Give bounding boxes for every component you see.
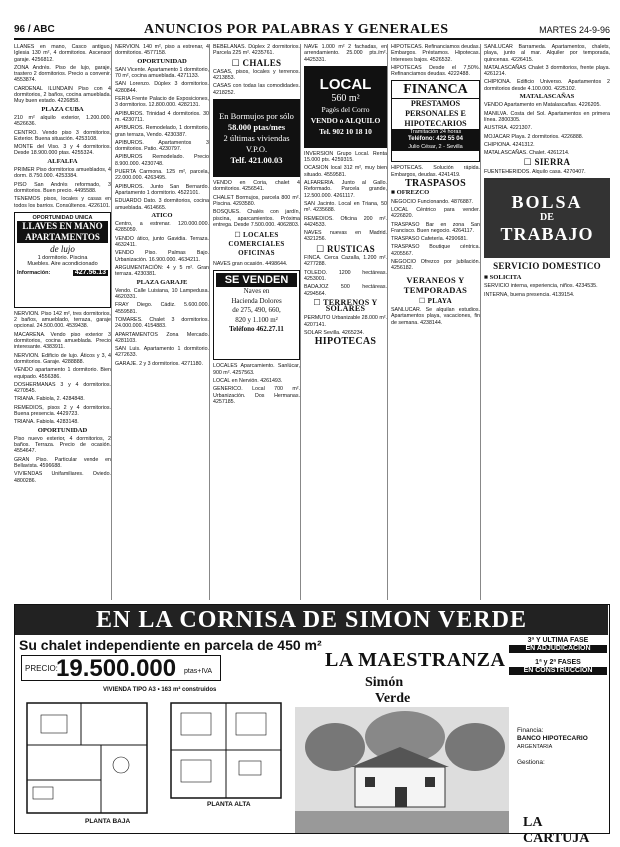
- ad-line: APARTAMENTOS: [17, 232, 108, 243]
- ad-line: V.P.O.: [245, 143, 268, 154]
- classified-ad: ZONA Andrés. Piso de lujo, garaje, trastero 2 dormitorios. Precio a convenir. 4553874.: [14, 64, 111, 84]
- classified-ad: MOJACAR Playa. 2 dormitorios. 4226888.: [484, 133, 584, 140]
- subsection-heading: PLAZA GARAJE: [136, 278, 188, 286]
- ad-line: Muebles. Aire acondicionado: [27, 261, 98, 268]
- column-2: [111, 44, 209, 600]
- ad-line: En Bormujos por sólo: [219, 110, 294, 121]
- classified-ad: ARGUMENTACIÓN: 4 y 5 m². Gran terraza. 4230381.: [115, 264, 209, 278]
- classified-ad: Piso nuevo exterior, 4 dormitorios, 2 baños. Terraza. Precio de ocasión. 4554647.: [14, 435, 111, 455]
- classified-ad: 210 m² alquilo exterior, 1.200.000. 4526636.: [14, 114, 111, 128]
- classified-ad: SERVICIO interna, experiencia, niños. 4234535.: [484, 283, 598, 290]
- classified-ad: GARAJE. 2 y 3 dormitorios. 4271180.: [115, 360, 203, 367]
- plan-label-upper: PLANTA ALTA: [207, 801, 251, 808]
- page-date: MARTES 24-9-96: [539, 25, 610, 35]
- classified-ad: NAVE 1.000 m² 2 fachadas, en arrendamiento. 25.000 pts./m². 4425331.: [304, 44, 387, 63]
- classified-ad: TRIANA. Fabiola, 2. 4284848.: [14, 396, 85, 403]
- classified-ad: SAN Luis. Apartamento 1 dormitorio. 4272633.: [115, 346, 209, 359]
- subsection-label: SOLICITA: [489, 274, 522, 282]
- ad-line: Naves en: [243, 287, 270, 296]
- ad-banner: EN LA CORNISA DE SIMON VERDE: [15, 605, 608, 635]
- classified-ad: VENDO Apartamento en Matalascañas. 4226205.: [484, 102, 601, 109]
- ad-phone: Telf. 421.00.03: [230, 154, 283, 165]
- ad-line: VENDO o ALQUILO: [310, 116, 381, 126]
- classified-ad: TRASPASO Cafetería. 4290681.: [391, 236, 468, 243]
- classified-ad: MACARENA. Vendo piso exterior 3 dormitorios, cocina amueblada. Precio interesante. 4383911.: [14, 331, 111, 351]
- ad-line: de lujo: [50, 244, 75, 255]
- classified-ad: REMEDIOS. Oficina 200 m². 4424533.: [304, 215, 387, 228]
- subsection-heading: MATALASCAÑAS: [519, 93, 575, 101]
- financing-info: [517, 727, 607, 767]
- fin-line: ARGENTARIA: [517, 744, 553, 750]
- classified-ad: NAVES nuevas en Madrid. 4321256.: [304, 230, 387, 243]
- plan-label-ground: PLANTA BAJA: [85, 818, 131, 825]
- section-heading-servicio-domestico: SERVICIO DOMESTICO: [493, 261, 601, 272]
- subsection-heading: PLAZA CUBA: [41, 105, 84, 113]
- classified-ad: ALFARERIA. Junto al Gallo. Reformado. Parcela grande, 12.500.000. 4261117.: [304, 180, 387, 199]
- subsection-heading: ATICO: [151, 211, 173, 219]
- subsection-heading: [391, 190, 480, 196]
- bolsa-de-trabajo-banner: [484, 178, 610, 258]
- classified-ad: LOCAL en Nervión. 4261493.: [213, 378, 283, 385]
- classified-ad: TRASPASO Boutique céntrica. 4205567.: [391, 244, 480, 257]
- column-4: [300, 44, 387, 600]
- classified-ad: OCASION local 312 m², muy bien situado. 4559581.: [304, 165, 387, 178]
- classified-ad: CASAS, pisos, locales y terrenos. 4213853.: [213, 68, 300, 82]
- simon-verde-ad: [14, 604, 610, 846]
- classified-ad: FERIA Frente Palacio de Exposiciones, 3 dormitorios. 12.800.000. 4282131.: [115, 96, 209, 109]
- subsection-label: OFREZCO: [396, 189, 430, 197]
- classified-ad: HIPOTECAS. Refinanciamos deudas. Embargos. Préstamos. Hipotecas. Intereses bajos. 4526532.: [391, 44, 480, 63]
- ad-line: de 275, 490, 660,: [232, 306, 281, 315]
- classified-ad: INVERSION Grupo Local. Renta 15.000 pts. 4259315.: [304, 150, 387, 164]
- classified-ad: TENEMOS pisos, locales y casas en todos los barrios. Consúltenos. 4226101.: [14, 196, 111, 209]
- classified-ad: LOCALES Aparcamiento. Sanlúcar, 900 m². 4257563.: [213, 363, 300, 376]
- classified-ad: FUENTEHERIDOS. Alquilo casa. 4270407.: [484, 168, 586, 175]
- simon-text: Simón: [365, 675, 404, 690]
- ad-phone: Tel. 902 10 18 10: [319, 127, 372, 137]
- classified-ad: SAN Jacinto. Local en Triana, 50 m². 4235688.: [304, 200, 387, 214]
- estate-illustration: [295, 707, 509, 833]
- ad-line: Julio César, 2 - Sevilla: [392, 144, 479, 151]
- price-iva: ptas+IVA: [184, 668, 213, 675]
- section-heading-veraneos: VERANEOS Y TEMPORADAS: [403, 274, 468, 295]
- classified-ad: CARDENAL ILUNDAIN Piso con 4 dormitorios, 2 baños, cocina amueblada. Muy buen estado. 4226858.: [14, 85, 111, 105]
- classified-ad: VENDO en Coria, chalet 4 dormitorios. 4256541.: [213, 180, 300, 193]
- banner-line: TRABAJO: [500, 224, 594, 245]
- classified-ad: AUSTRIA. 4221307.: [484, 125, 532, 132]
- classified-ad: PRIMER Piso dormitorios amueblados, 4 dorm. 8.750.000. 4253384.: [14, 167, 111, 180]
- classified-ad: CHIPIONA. 4241312.: [484, 141, 535, 148]
- ad-line: FINANCA: [392, 81, 479, 99]
- classified-ad: NAVES gran ocasión. 4498644.: [213, 261, 288, 268]
- ad-line: SE VENDEN: [216, 273, 297, 287]
- ad-line: 820 y 1.100 m²: [235, 315, 278, 324]
- classified-ad: NERVION. Edificio de lujo. Áticos y 3, 4 dormitorios. Garaje. 4288888.: [14, 352, 111, 365]
- subsection-heading: OPORTUNIDAD: [137, 57, 187, 65]
- classified-ad: FRAY Diego. Cádiz. 5.600.000. 4559581.: [115, 302, 209, 315]
- classified-ad: PISO San Andrés reformado, 3 dormitorios. Buen precio. 4495588.: [14, 181, 111, 194]
- section-heading-hipotecas: HIPOTECAS: [314, 336, 377, 348]
- section-heading-locales: ☐ LOCALES COMERCIALES OFICINAS: [213, 231, 300, 258]
- classified-ad: TOLEDO. 1200 hectáreas. 4253001.: [304, 269, 387, 282]
- price-box: [21, 655, 221, 681]
- financa-display-ad: [391, 80, 480, 162]
- subsection-heading: [484, 275, 610, 281]
- ad-right-panel: [295, 637, 609, 846]
- apartments-display-ad: [14, 212, 111, 308]
- price-value: 19.500.000: [56, 655, 177, 682]
- classified-ad: LOCAL Céntrico para vender. 4226820.: [391, 206, 480, 220]
- ad-phone: Teléfono 462.27.11: [229, 325, 284, 334]
- classified-ad: APIBUROS. Trinidad 4 dormitorios. 30 m. 4230711.: [115, 110, 209, 123]
- classified-ad: DOSHERMANAS 3 y 4 dormitorios. 4270545.: [14, 381, 111, 395]
- verde-text: Verde: [375, 691, 411, 706]
- classified-ad: BADAJOZ 500 hectáreas. 4294564.: [304, 284, 387, 297]
- classified-ad: VENDO ático, junto Gavidia. Terraza. 4632411.: [115, 235, 209, 249]
- classified-ad: Centro, a estrenar. 120.000.000. 4285059.: [115, 221, 209, 234]
- naves-display-ad: [213, 270, 300, 360]
- ad-line: Tramitación 24 horas: [392, 129, 479, 136]
- classified-ad: CENTRO. Vendo piso 3 dormitorios, Exterior. Buena situación. 4253108.: [14, 129, 111, 142]
- ad-phone: 427.56.13: [74, 268, 106, 276]
- ad-phone: Teléfono: 422 55 04: [392, 136, 479, 144]
- classified-ad: CASAS con todas las comodidades. 4218252.: [213, 83, 300, 96]
- column-1: [14, 44, 111, 600]
- ad-line: HIPOTECARIOS: [404, 119, 467, 129]
- column-3: [209, 44, 300, 600]
- maestranza-logo-text: LA MAESTRANZA: [325, 649, 506, 671]
- classified-ad: PERMUTO Urbanizable 28.000 m². 4207141.: [304, 315, 387, 328]
- classified-ad: SANLUCAR. Se alquilan estudios. Apartamentos playa, vacaciones, fin de semana. 4238144.: [391, 306, 480, 326]
- classified-ad: FINCA. Cerca Cazalla, 1.200 m². 4277288.: [304, 255, 387, 268]
- ad-line: LLAVES EN MANO: [17, 221, 108, 232]
- classified-ad: CHALET Bormujos, parcela 800 m². Piscina. 4293580.: [213, 194, 300, 207]
- section-heading-chales: ☐ CHALES: [213, 60, 300, 66]
- phase-info: [509, 637, 607, 675]
- section-heading-traspasos: TRASPASOS: [405, 178, 466, 190]
- classified-ad: VIVIENDAS Unifamiliares. Oviedo. 4800286.: [14, 471, 111, 484]
- ad-line: 560 m²: [331, 93, 360, 105]
- classified-ad: NERVION. Piso 142 m², tres dormitorios, 2 baños, amueblado, terraza, garaje opcional. 24.500.000. 4539438.: [14, 310, 111, 330]
- ad-line: Pagés del Corro: [321, 105, 370, 115]
- classified-ad: APIBUROS. Junto San Bernardo. Apartamento 1 dormitorio. 4522101.: [115, 183, 209, 196]
- ad-line: OPORTUNIDAD UNICA: [32, 214, 93, 221]
- classified-ad: TRIANA. Fabiola. 4283148.: [14, 419, 79, 426]
- classified-ad: MANILVA. Costa del Sol. Apartamentos en primera línea. 2800305.: [484, 110, 610, 123]
- banner-line: BOLSA: [511, 192, 583, 213]
- classified-ad: Vendo. Calle Luisiana, 10 Lampedusa. 4620331.: [115, 287, 209, 301]
- classified-columns: [14, 44, 610, 600]
- classified-ad: APIBUROS. Remodelado, 1 dormitorio, gran terraza, Vendo. 4230387.: [115, 125, 209, 138]
- subsection-heading: OPORTUNIDAD: [37, 426, 88, 434]
- classified-ad: APARTAMENTOS Zona Mercado. 4281103.: [115, 331, 209, 344]
- section-heading-playa: ☐ PLAYA: [391, 298, 480, 304]
- phase-line: 3ª Y ULTIMA FASE: [527, 637, 589, 644]
- classified-ad: HIPOTECAS. Solución rápida. Embargos, deudas. 4241419.: [391, 165, 480, 178]
- ad-line: 1 dormitorio. Piscina: [37, 255, 88, 262]
- section-heading-rusticas: ☐ RUSTICAS: [304, 246, 387, 252]
- classified-ad: VENDO apartamento 1 dormitorio. Bien equipado. 4556386.: [14, 367, 111, 380]
- page-number: 96 / ABC: [14, 24, 55, 35]
- classified-ad: BEBELANAS. Dúplex 2 dormitorios. Parcela 225 m². 4235761.: [213, 44, 300, 57]
- classified-ad: SOLAR Sevilla. 4265234.: [304, 330, 365, 337]
- column-6: [480, 44, 610, 600]
- classified-ad: GRAN Piso. Particular vende en Bellavista. 4596688.: [14, 456, 111, 470]
- classified-ad: CHIPIONA. Edificio Universo. Apartamentos 2 dormitorios desde 4.100.000. 4225102.: [484, 79, 610, 92]
- phase-line: 1ª y 2ª FASES: [535, 659, 581, 666]
- phase-line: EN ADJUDICACION: [509, 645, 607, 653]
- ad-tagline: Su chalet independiente en parcela de 450 m²: [19, 637, 322, 653]
- classified-ad: MONTE del Viso. 3 y 4 dormitorios. Desde 18.900.000 ptas. 4255324.: [14, 144, 111, 157]
- classified-ad: MATALASCAÑAS Chalet 3 dormitorios, frente playa. 4261214.: [484, 64, 610, 78]
- ad-line: Información:: [17, 269, 51, 276]
- classified-ad: EDUARDO Dato. 3 dormitorios, cocina amueblada. 4614665.: [115, 198, 209, 211]
- classified-ad: NEGOCIO Ofrezco por jubilación. 4256182.: [391, 259, 480, 272]
- cartuja-logo-text: LA CARTUJA: [523, 815, 590, 846]
- classified-ad: SAN Lorenzo. Dúplex 3 dormitorios. 4280844.: [115, 81, 209, 94]
- phase-line: EN CONSTRUCCION: [509, 667, 607, 675]
- column-5: [387, 44, 480, 600]
- ad-line: 58.000 ptas/mes: [227, 121, 286, 132]
- classified-ad: INTERNA, buena presencia. 4139154.: [484, 291, 575, 298]
- ad-line: LOCAL: [319, 76, 372, 94]
- classified-ad: VENDO Piso. Palmas Bajo. Urbanización. 16.900.000. 4634211.: [115, 250, 209, 263]
- classified-ad: TOMARES. Chalet 3 dormitorios. 24.000.000. 4154883.: [115, 316, 209, 330]
- ad-line: PERSONALES E: [405, 109, 466, 119]
- floor-plan-drawing: [21, 695, 291, 829]
- fin-line: BANCO HIPOTECARIO: [517, 735, 588, 742]
- square-bullet-icon: ■: [484, 274, 490, 282]
- classified-ad: APIBUROS Remodelado. Precio 8.900.000. 4230748.: [115, 154, 209, 167]
- newspaper-page: [14, 22, 610, 846]
- price-label: PRECIO:: [25, 664, 58, 673]
- classified-ad: TRASPASO Bar en zona San Francisco. Buen negocio. 4264117.: [391, 221, 480, 234]
- bormujos-display-ad: [213, 99, 300, 177]
- classified-ad: NERVION. 140 m², piso a estrenar, 4 dormitorios. 4577158.: [115, 44, 209, 57]
- classified-ad: SANLUCAR Barrameda. Apartamentos, chalets, playa, junto al mar. Alquiler por temporada, quincenas. 4226415.: [484, 44, 610, 63]
- classified-ad: SAN Vicente. Apartamento 1 dormitorio, 70 m², cocina amueblada. 4271133.: [115, 66, 209, 80]
- classified-ad: REMEDIOS, pisos 2 y 4 dormitorios. Buena presencia. 4429723.: [14, 404, 111, 417]
- banner-line: DE: [540, 212, 554, 224]
- section-heading-sierra: ☐ SIERRA: [484, 159, 610, 165]
- classified-ad: HIPOTECAS Desde el 7,50%. Refinanciamos deudas. 4222488.: [391, 64, 480, 78]
- subsection-heading: ALFALFA: [47, 157, 78, 165]
- ad-line: PRESTAMOS: [410, 99, 461, 109]
- ad-line: Hacienda Dolores: [231, 296, 282, 305]
- page-title: ANUNCIOS POR PALABRAS Y GENERALES: [144, 22, 449, 37]
- section-heading-terrenos: ☐ TERRENOS Y SOLARES: [304, 300, 387, 313]
- classified-ad: NEGOCIO Funcionando. 4876887.: [391, 198, 474, 205]
- ad-line: 2 últimas viviendas: [223, 132, 290, 143]
- classified-ad: GENERICO. Local 700 m². Urbanización. Dos Hermanas. 4257185.: [213, 386, 300, 405]
- classified-ad: LLANES en mano, Casco antiguo, Iglesia 130 m², 4 dormitorios. Ascensor garaje. 4256812.: [14, 44, 111, 63]
- classified-ad: BOSQUES. Chalés con jardín, piscina, aparcamientos. Próxima entrega. Desde 7.500.000. 4062803.: [213, 209, 300, 228]
- fin-line: Gestiona:: [517, 759, 545, 766]
- house-type-label: VIVIENDA TIPO A3 • 163 m² construidos: [103, 687, 217, 693]
- fin-line: Financia:: [517, 727, 544, 734]
- classified-ad: PUERTA Carmona. 125 m², parcela, 22.000.000. 4263495.: [115, 169, 209, 182]
- local-display-ad: [304, 66, 387, 148]
- square-bullet-icon: ■: [391, 189, 397, 197]
- classified-ad: APIBUROS. Apartamentos 3 dormitorios. Patio. 4230797.: [115, 139, 209, 153]
- page-header: [14, 22, 610, 40]
- classified-ad: MATALASCAÑAS. Chalet. 4261214.: [484, 150, 570, 157]
